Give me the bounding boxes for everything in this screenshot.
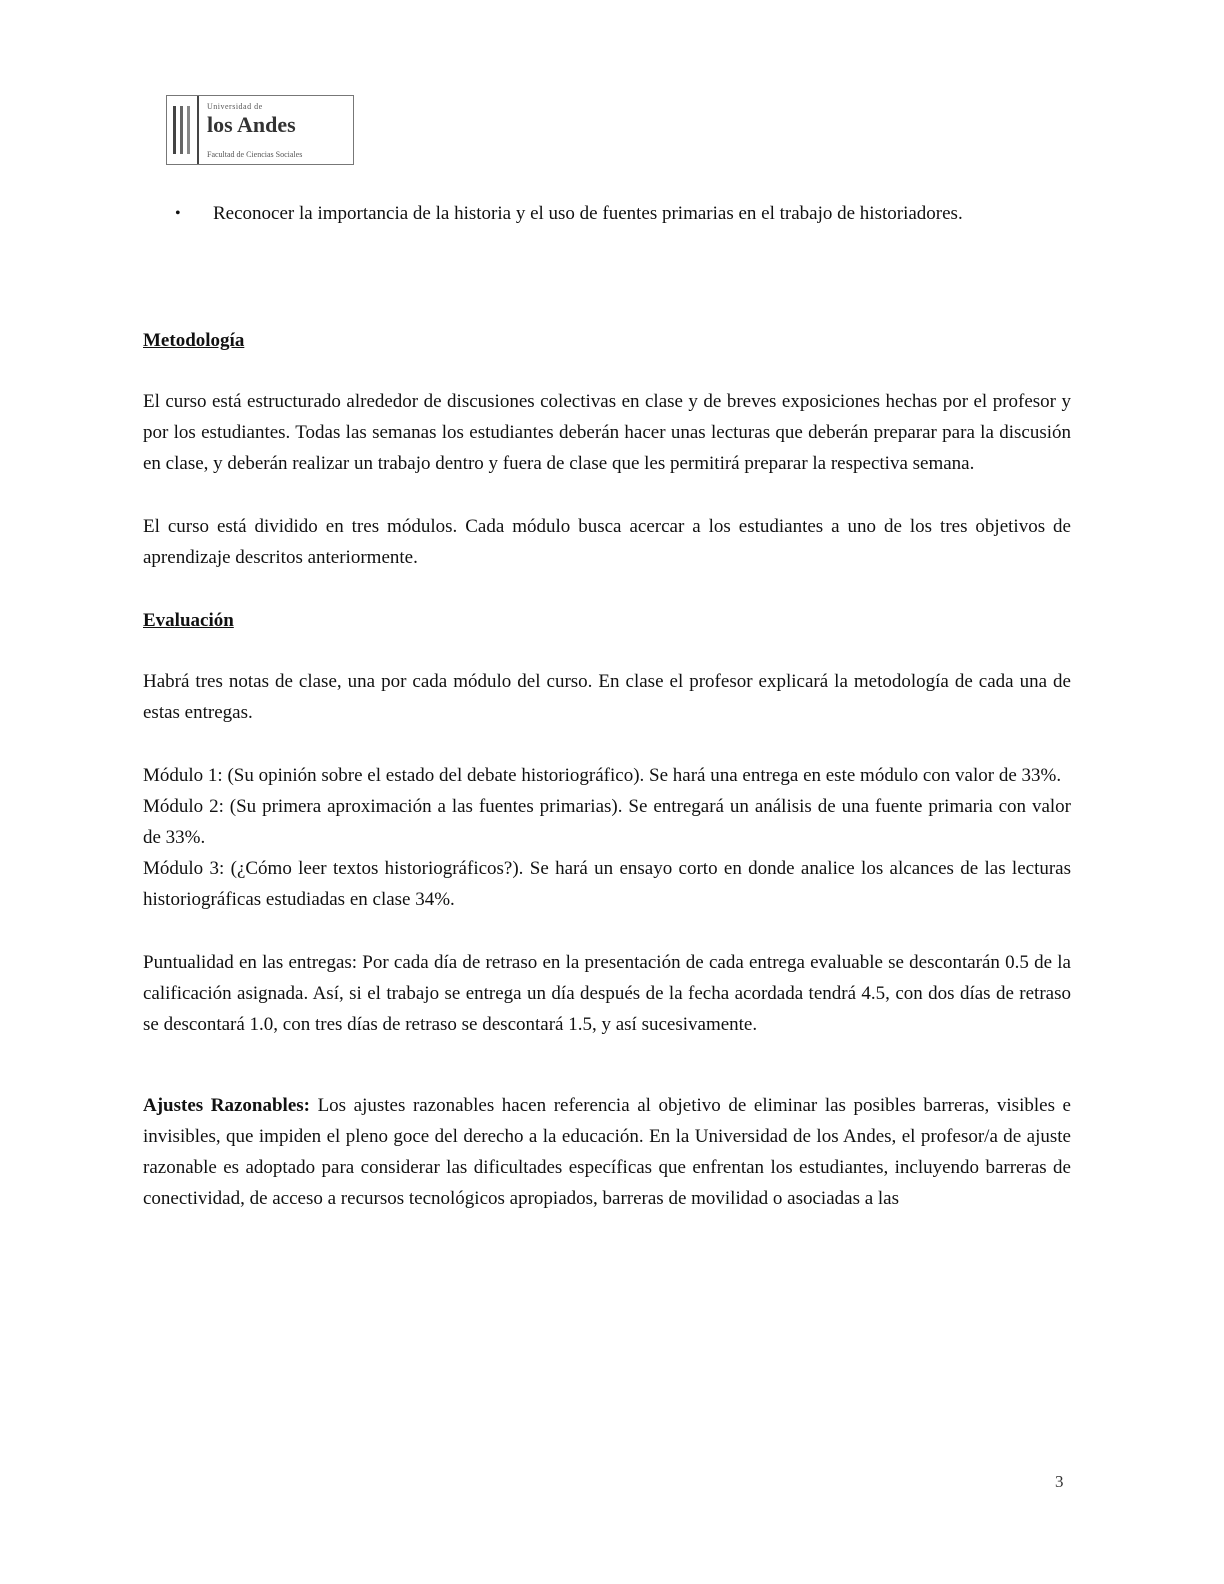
objective-bullet: [175, 198, 1071, 229]
methodology-paragraph-1: El curso está estructurado alrededor de discusiones colectivas en clase y de breves exposiciones hechas por el profesor y por los estudiantes. Todas las semanas los estudiantes deberán hacer unas lecturas que deberán preparar para la discusión en clase, y deberán realizar un trabajo dentro y fuera de clase que les permitirá preparar la respectiva semana.: [143, 391, 1071, 474]
punctuality-paragraph: Puntualidad en las entregas: Por cada día de retraso en la presentación de cada entrega evaluable se descontarán 0.5 de la calificación asignada. Así, si el trabajo se entrega un día después de la fecha acordada tendrá 4.5, con dos días de retraso se descontará 1.0, con tres días de retraso se descontará 1.5, y así sucesivamente.: [143, 952, 1071, 1035]
document-body: [143, 198, 1071, 1214]
bullet-icon: •: [175, 205, 181, 222]
reasonable-adjustments-label: Ajustes Razonables:: [143, 1095, 310, 1116]
evaluation-module-1: Módulo 1: (Su opinión sobre el estado del debate historiográfico). Se hará una entrega en este módulo con valor de 33%.: [143, 765, 1062, 786]
logo-mark-icon: [167, 96, 199, 164]
evaluation-paragraph-1: Habrá tres notas de clase, una por cada módulo del curso. En clase el profesor explicará la metodología de cada una de estas entregas.: [143, 671, 1071, 723]
logo-main-text: los Andes: [207, 112, 296, 137]
evaluation-module-2: Módulo 2: (Su primera aproximación a las fuentes primarias). Se entregará un análisis de una fuente primaria con valor de 33%.: [143, 796, 1071, 848]
methodology-paragraph-2: El curso está dividido en tres módulos. Cada módulo busca acercar a los estudiantes a uno de los tres objetivos de aprendizaje descritos anteriormente.: [143, 516, 1071, 568]
page-number: 3: [1055, 1472, 1064, 1491]
bullet-text: Reconocer la importancia de la historia y el uso de fuentes primarias en el trabajo de historiadores.: [213, 203, 963, 224]
reasonable-adjustments-paragraph: [143, 1090, 1071, 1214]
evaluation-module-3: Módulo 3: (¿Cómo leer textos historiográficos?). Se hará un ensayo corto en donde analice los alcances de las lecturas historiográficas estudiadas en clase 34%.: [143, 858, 1071, 910]
reasonable-adjustments-text: Los ajustes razonables hacen referencia al objetivo de eliminar las posibles barreras, visibles e invisibles, que impiden el pleno goce del derecho a la educación. En la Universidad de los Andes, el profesor/a de ajuste razonable es adoptado para considerar las dificultades específicas que enfrentan los estudiantes, incluyendo barreras de conectividad, de acceso a recursos tecnológicos apropiados, barreras de movilidad o asociadas a las: [143, 1095, 1071, 1209]
methodology-heading: Metodología: [143, 330, 245, 351]
logo-sub-text: Facultad de Ciencias Sociales: [207, 150, 303, 159]
university-logo: [166, 95, 354, 165]
logo-top-text: Universidad de: [207, 102, 263, 111]
evaluation-heading: Evaluación: [143, 610, 234, 631]
